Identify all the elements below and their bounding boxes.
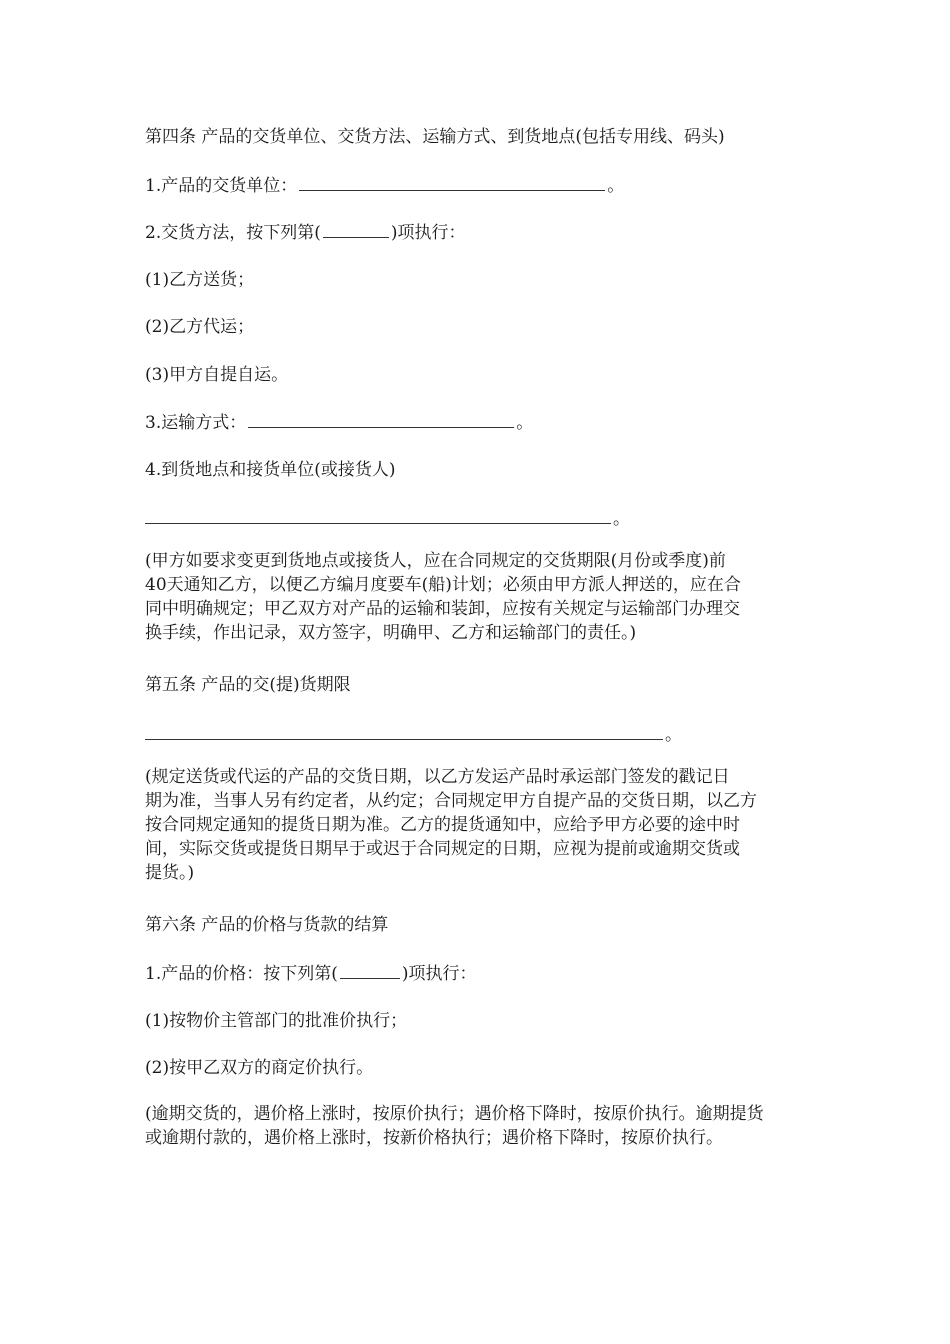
article4-item4-line (145, 506, 815, 531)
article5-note (145, 765, 815, 885)
article4-option1: (1)乙方送货； (145, 270, 255, 290)
arrival-place-blank[interactable] (145, 506, 611, 524)
delivery-method-blank[interactable] (323, 220, 389, 238)
article5-end: 。 (665, 725, 682, 745)
note-line: 提货。) (145, 863, 195, 883)
note-line: (规定送货或代运的产品的交货日期，以乙方发运产品时承运部门签发的戳记日 (145, 767, 730, 787)
item1-end: 。 (607, 176, 625, 196)
item2-label: 2.交货方法，按下列第( (145, 223, 321, 243)
article5-line (145, 722, 815, 747)
delivery-period-blank[interactable] (145, 722, 663, 740)
article4-option2: (2)乙方代运； (145, 317, 255, 337)
item3-end: 。 (516, 413, 534, 433)
article6-heading: 第六条 产品的价格与货款的结算 (145, 915, 389, 935)
delivery-unit-blank[interactable] (299, 173, 605, 191)
article6-option1: (1)按物价主管部门的批准价执行； (145, 1011, 408, 1031)
article4-item4: 4.到货地点和接货单位(或接货人) (145, 460, 396, 480)
transport-mode-blank[interactable] (248, 410, 514, 428)
note-line: 间，实际交货或提货日期早于或迟于合同规定的日期，应视为提前或逾期交货或 (145, 839, 740, 859)
note-line: 同中明确规定；甲乙双方对产品的运输和装卸，应按有关规定与运输部门办理交 (145, 599, 740, 619)
article4-option3: (3)甲方自提自运。 (145, 365, 289, 385)
price-item-label: 1.产品的价格：按下列第( (145, 964, 338, 984)
article5-heading: 第五条 产品的交(提)货期限 (145, 675, 351, 695)
article4-item2 (145, 220, 815, 245)
item4-end: 。 (613, 509, 630, 529)
item1-label: 1.产品的交货单位： (145, 176, 298, 196)
article6-option2: (2)按甲乙双方的商定价执行。 (145, 1058, 374, 1078)
article4-heading: 第四条 产品的交货单位、交货方法、运输方式、到货地点(包括专用线、码头) (145, 127, 725, 147)
article6-item1 (145, 961, 815, 986)
note-line: 换手续，作出记录，双方签字，明确甲、乙方和运输部门的责任。) (145, 623, 637, 643)
note-line: 40天通知乙方，以便乙方编月度要车(船)计划；必须由甲方派人押送的，应在合 (145, 575, 741, 595)
note-line: 按合同规定通知的提货日期为准。乙方的提货通知中，应给予甲方必要的途中时 (145, 815, 740, 835)
price-option-blank[interactable] (340, 961, 400, 979)
note-line: (甲方如要求变更到货地点或接货人，应在合同规定的交货期限(月份或季度)前 (145, 551, 726, 571)
item2-end: )项执行： (390, 223, 466, 243)
article4-item1 (145, 173, 815, 198)
price-item-end: )项执行： (401, 964, 477, 984)
article4-note (145, 549, 815, 645)
note-line: 期为准，当事人另有约定者，从约定；合同规定甲方自提产品的交货日期，以乙方 (145, 791, 757, 811)
article4-item3 (145, 410, 815, 435)
note-line: 或逾期付款的，遇价格上涨时，按新价格执行；遇价格下降时，按原价执行。 (145, 1128, 723, 1148)
item3-label: 3.运输方式： (145, 413, 247, 433)
article6-note (145, 1102, 815, 1150)
note-line: (逾期交货的，遇价格上涨时，按原价执行；遇价格下降时，按原价执行。逾期提货 (145, 1104, 764, 1124)
